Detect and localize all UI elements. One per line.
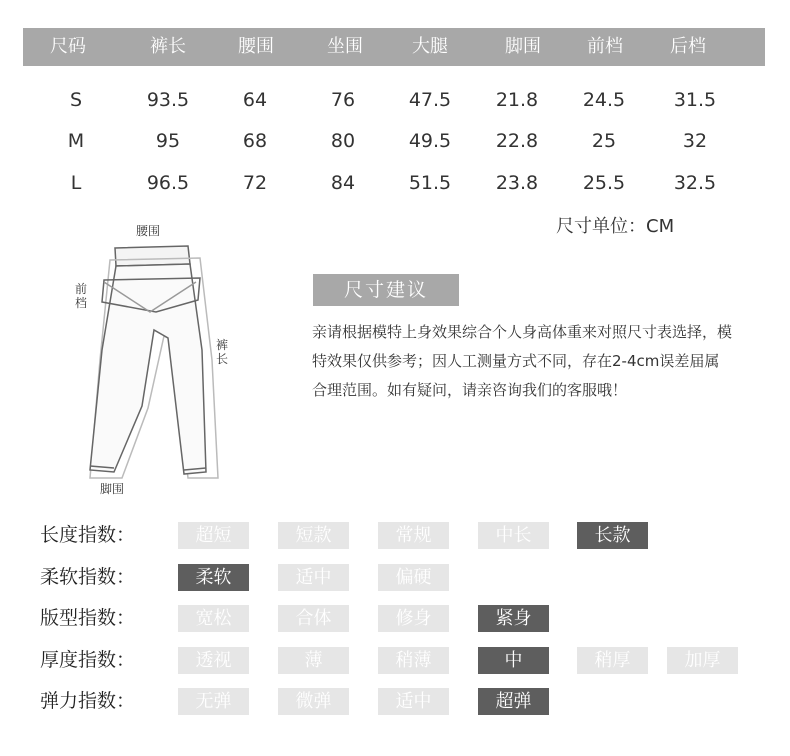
- header-hem: 脚围: [505, 36, 541, 57]
- header-waist: 腰围: [238, 36, 274, 57]
- table-cell: 49.5: [408, 130, 452, 152]
- diagram-waist-label: 腰围: [136, 224, 161, 238]
- table-cell: 25: [591, 130, 617, 152]
- index-option: 超弹: [478, 688, 549, 715]
- size-unit: 尺寸单位：CM: [556, 216, 675, 237]
- index-option: 中: [478, 647, 549, 674]
- table-cell: 80: [330, 130, 356, 152]
- diagram-length-label: 裤 长: [216, 338, 229, 366]
- index-option: 柔软: [178, 564, 249, 591]
- size-advice-text: 亲请根据模特上身效果综合个人身高体重来对照尺寸表选择，模特效果仅供参考；因人工测量方式不同，存在2-4cm误差届属合理范围。如有疑问，请亲咨询我们的客服哦！: [312, 323, 733, 399]
- index-option: 稍薄: [378, 647, 449, 674]
- index-option: 紧身: [478, 605, 549, 632]
- size-advice-title: 尺寸建议: [313, 274, 459, 306]
- index-option: 短款: [278, 522, 349, 549]
- index-option: 宽松: [178, 605, 249, 632]
- size-label: M: [67, 130, 85, 152]
- table-cell: 72: [242, 172, 268, 194]
- pants-diagram: [60, 220, 250, 500]
- table-cell: 51.5: [408, 172, 452, 194]
- index-label: 厚度指数：: [40, 649, 136, 671]
- table-cell: 93.5: [146, 89, 190, 111]
- index-label: 版型指数：: [40, 607, 136, 629]
- index-option: 透视: [178, 647, 249, 674]
- diagram-hem-label: 脚围: [100, 482, 125, 496]
- index-option: 无弹: [178, 688, 249, 715]
- index-option: 偏硬: [378, 564, 449, 591]
- header-back-rise: 后档: [670, 36, 706, 57]
- index-option: 加厚: [667, 647, 738, 674]
- size-table-header: [23, 28, 765, 66]
- table-cell: 32: [682, 130, 708, 152]
- table-row: [0, 85, 790, 115]
- index-option: 常规: [378, 522, 449, 549]
- size-label: L: [70, 172, 82, 194]
- table-cell: 96.5: [146, 172, 190, 194]
- index-option: 薄: [278, 647, 349, 674]
- index-label: 长度指数：: [40, 524, 136, 546]
- table-cell: 68: [242, 130, 268, 152]
- size-label: S: [69, 89, 83, 111]
- table-cell: 95: [155, 130, 181, 152]
- table-cell: 47.5: [408, 89, 452, 111]
- table-cell: 76: [330, 89, 356, 111]
- index-label: 柔软指数：: [40, 566, 136, 588]
- index-option: 微弹: [278, 688, 349, 715]
- index-option: 修身: [378, 605, 449, 632]
- index-label: 弹力指数：: [40, 690, 136, 712]
- table-cell: 22.8: [495, 130, 539, 152]
- header-thigh: 大腿: [412, 36, 448, 57]
- table-cell: 32.5: [673, 172, 717, 194]
- index-option: 稍厚: [577, 647, 648, 674]
- diagram-front-rise-label: 前 档: [75, 282, 88, 310]
- index-option: 合体: [278, 605, 349, 632]
- table-row: [0, 168, 790, 198]
- index-option: 适中: [278, 564, 349, 591]
- table-cell: 23.8: [495, 172, 539, 194]
- table-cell: 25.5: [582, 172, 626, 194]
- index-option: 中长: [478, 522, 549, 549]
- table-cell: 84: [330, 172, 356, 194]
- index-option: 适中: [378, 688, 449, 715]
- index-option: 超短: [178, 522, 249, 549]
- header-hip: 坐围: [327, 36, 363, 57]
- index-option: 长款: [577, 522, 648, 549]
- header-length: 裤长: [150, 36, 186, 57]
- table-cell: 64: [242, 89, 268, 111]
- table-cell: 24.5: [582, 89, 626, 111]
- header-size: 尺码: [50, 36, 86, 57]
- table-cell: 21.8: [495, 89, 539, 111]
- header-front-rise: 前档: [587, 36, 623, 57]
- table-cell: 31.5: [673, 89, 717, 111]
- table-row: [0, 126, 790, 156]
